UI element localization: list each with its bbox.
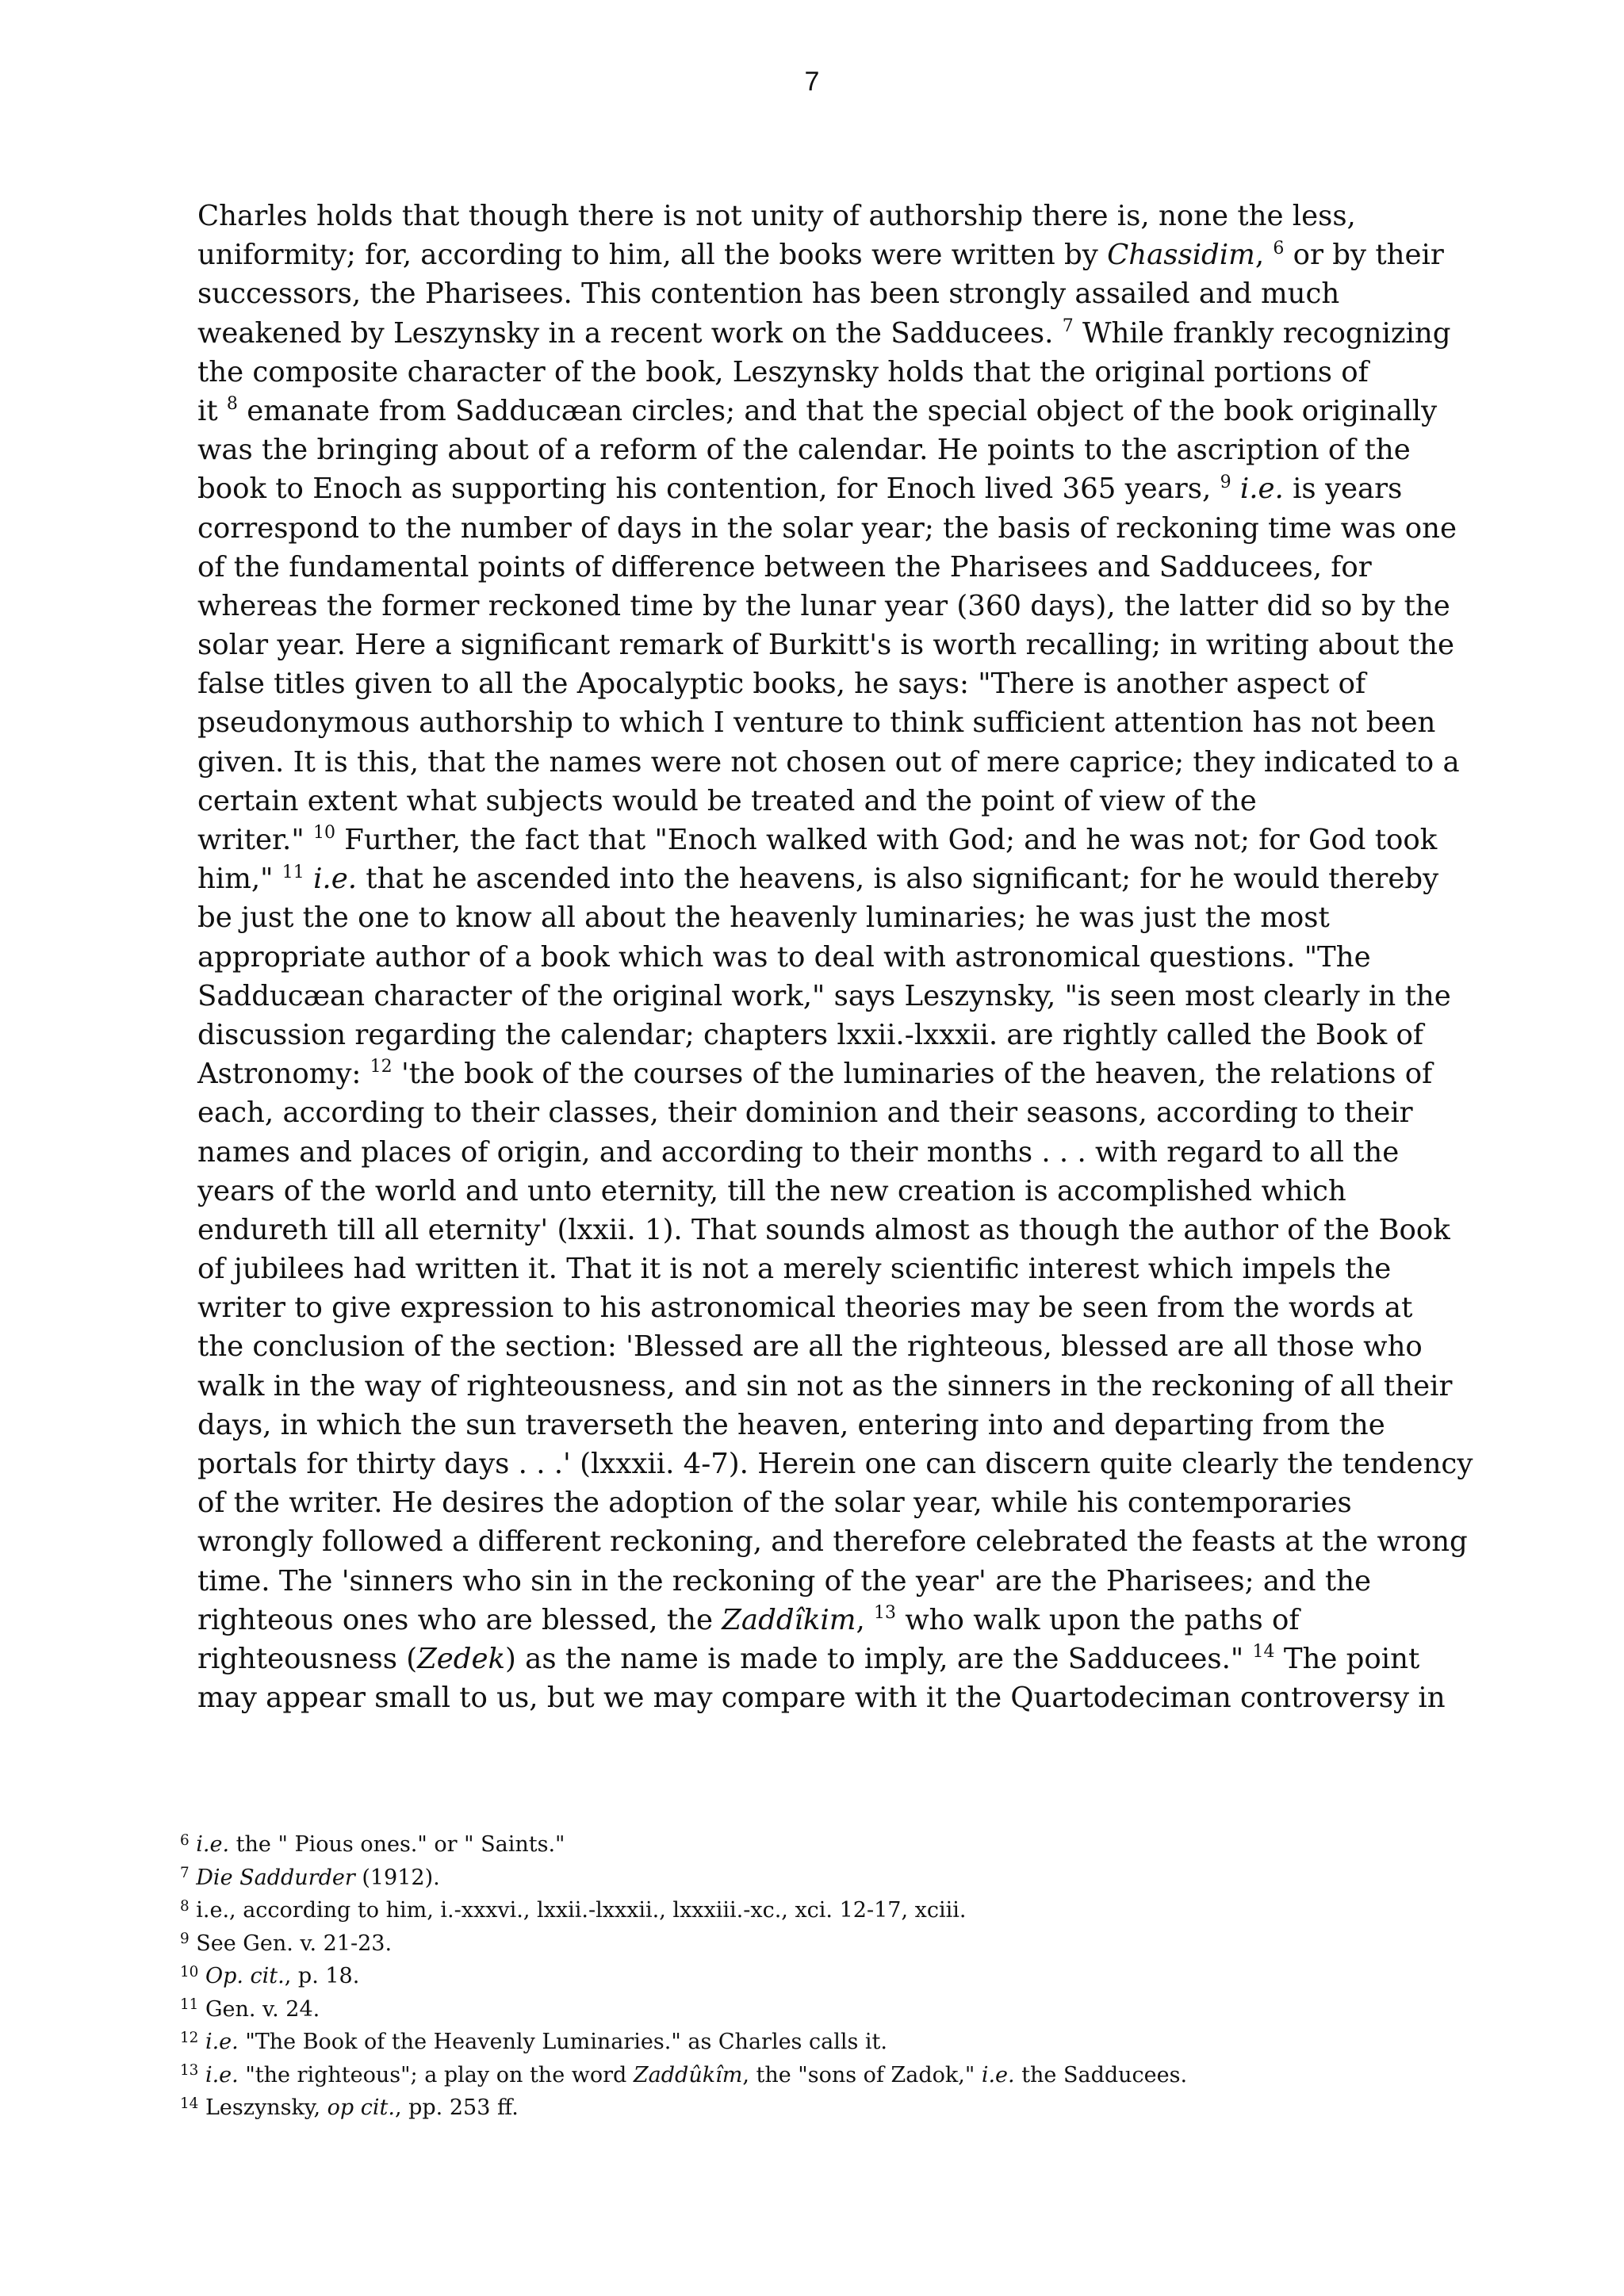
text-run: of the fundamental points of difference between the Pharisees and Sadducees, for	[197, 550, 1372, 584]
text-run: book to Enoch as supporting his contention, for Enoch lived 365 years,	[197, 473, 1220, 506]
footnote-reference: 9	[1220, 472, 1231, 492]
footnote	[180, 2059, 1528, 2092]
body-line	[197, 1288, 1506, 1327]
body-text	[197, 197, 1506, 1717]
body-line	[197, 509, 1506, 548]
body-line	[197, 1016, 1506, 1054]
body-line	[197, 314, 1506, 353]
text-run: Astronomy:	[197, 1058, 370, 1091]
body-line	[197, 548, 1506, 587]
text-run: righteousness (	[197, 1642, 418, 1675]
text-run: it	[197, 394, 227, 427]
text-run: the conclusion of the section: 'Blessed are all the righteous, blessed are all those who	[197, 1330, 1423, 1364]
italic-text: Zaddûkîm	[633, 2062, 743, 2087]
body-line	[197, 1093, 1506, 1132]
footnote-reference: 12	[370, 1057, 393, 1077]
body-line	[197, 197, 1506, 235]
body-line	[197, 1211, 1506, 1249]
text-run: ,	[856, 1603, 875, 1636]
text-run: false titles given to all the Apocalyptic books, he says: "There is another aspect of	[197, 668, 1366, 701]
body-line	[197, 1406, 1506, 1445]
footnote-reference: 14	[1252, 1642, 1275, 1663]
footnote	[180, 2091, 1528, 2125]
text-run: wrongly followed a different reckoning, and therefore celebrated the feasts at the wrong	[197, 1525, 1468, 1559]
text-run: See Gen. v. 21-23.	[189, 1931, 393, 1956]
text-run: uniformity; for, according to him, all the books were written by	[197, 239, 1108, 272]
text-run: of jubilees had written it. That it is not a merely scientific interest which impels the	[197, 1253, 1392, 1286]
text-run: is years	[1283, 473, 1403, 506]
body-line	[197, 1327, 1506, 1366]
text-run: righteous ones who are blessed, the	[197, 1603, 722, 1636]
body-line	[197, 1249, 1506, 1288]
footnote	[180, 1927, 1528, 1961]
body-line	[197, 782, 1506, 821]
text-run: endureth till all eternity' (lxxii. 1). That sounds almost as though the author of the Book	[197, 1213, 1450, 1246]
footnote-number: 8	[180, 1897, 190, 1915]
body-line	[197, 430, 1506, 469]
footnote-number: 10	[180, 1963, 199, 1980]
footnote	[180, 1960, 1528, 1993]
body-line	[197, 1172, 1506, 1211]
text-run: was the bringing about of a reform of the calendar. He points to the ascription of the	[197, 434, 1411, 467]
text-run: names and places of origin, and according to their months . . . with regard to all the	[197, 1135, 1400, 1169]
text-run: of the writer. He desires the adoption of the solar year, while his contemporaries	[197, 1487, 1352, 1520]
body-line	[197, 1601, 1506, 1640]
italic-text: i.e.	[196, 1832, 230, 1857]
body-line	[197, 898, 1506, 937]
body-line	[197, 977, 1506, 1016]
text-run	[190, 1866, 197, 1890]
footnote-number: 13	[180, 2062, 199, 2080]
footnote-reference: 6	[1273, 238, 1285, 258]
text-run: appropriate author of a book which was to deal with astronomical questions. "The	[197, 940, 1371, 974]
text-run	[304, 863, 313, 895]
footnote-number: 7	[180, 1865, 190, 1882]
body-line	[197, 274, 1506, 313]
footnote	[180, 2026, 1528, 2059]
text-run: given. It is this, that the names were not chosen out of mere caprice; they indicated to a	[197, 745, 1460, 779]
text-run: Charles holds that though there is not unity of authorship there is, none the less,	[197, 200, 1356, 232]
body-line	[197, 1445, 1506, 1483]
text-run: that he ascended into the heavens, is also significant; for he would thereby	[357, 863, 1439, 896]
body-line	[197, 1522, 1506, 1561]
italic-text: Zedek	[417, 1642, 506, 1675]
body-line	[197, 587, 1506, 626]
text-run: successors, the Pharisees. This contention has been strongly assailed and much	[197, 277, 1340, 311]
text-run: the composite character of the book, Leszynsky holds that the original portions of	[197, 355, 1369, 388]
text-run: time. The 'sinners who sin in the reckoning of the year' are the Pharisees; and the	[197, 1564, 1372, 1598]
text-run: pseudonymous authorship to which I venture to think sufficient attention has not been	[197, 706, 1436, 740]
footnotes	[180, 1828, 1528, 2125]
body-line	[197, 703, 1506, 742]
body-line	[197, 743, 1506, 782]
text-run: emanate from Sadducæan circles; and that the special object of the book originally	[237, 394, 1438, 427]
text-run	[198, 2063, 205, 2087]
text-run: the " Pious ones." or " Saints."	[229, 1832, 565, 1857]
italic-text: Op. cit.	[205, 1964, 285, 1988]
body-line	[197, 392, 1506, 430]
footnote-number: 11	[180, 1996, 199, 2014]
footnote-number: 9	[180, 1931, 190, 1948]
italic-text: i.e.	[1239, 473, 1284, 506]
text-run: him,"	[197, 863, 282, 896]
text-run: years of the world and unto eternity, till the new creation is accomplished which	[197, 1174, 1346, 1207]
text-run: certain extent what subjects would be treated and the point of view of the	[197, 784, 1257, 817]
body-line	[197, 859, 1506, 898]
text-run: weakened by Leszynsky in a recent work on the Sadducees.	[197, 316, 1063, 350]
text-run: whereas the former reckoned time by the lunar year (360 days), the latter did so by the	[197, 589, 1450, 622]
text-run: may appear small to us, but we may compare with it the Quartodeciman controversy in	[197, 1682, 1446, 1715]
body-line	[197, 1054, 1506, 1093]
body-line	[197, 235, 1506, 274]
text-run: , p. 18.	[284, 1964, 360, 1988]
text-run: The point	[1274, 1642, 1420, 1675]
text-run: be just the one to know all about the heavenly luminaries; he was just the most	[197, 901, 1330, 935]
body-line	[197, 1483, 1506, 1522]
text-run: Sadducæan character of the original work," says Leszynsky, "is seen most clearly in the	[197, 979, 1451, 1012]
text-run: writer to give expression to his astronomical theories may be seen from the words at	[197, 1292, 1413, 1325]
text-run: "the righteous"; a play on the word	[238, 2062, 634, 2087]
footnote	[180, 1993, 1528, 2026]
text-run: Leszynsky,	[198, 2095, 327, 2120]
text-run: (1912).	[354, 1865, 440, 1890]
footnote	[180, 1828, 1528, 1862]
footnote-reference: 10	[312, 823, 335, 844]
text-run: ) as the name is made to imply, are the Sadducees."	[505, 1642, 1253, 1675]
body-line	[197, 938, 1506, 977]
footnote-reference: 11	[282, 862, 304, 882]
text-run: ,	[1254, 239, 1274, 272]
footnote	[180, 1862, 1528, 1895]
body-line	[197, 1367, 1506, 1406]
italic-text: i.e.	[205, 2030, 239, 2054]
text-run: each, according to their classes, their dominion and their seasons, according to their	[197, 1096, 1413, 1130]
footnote-reference: 13	[874, 1603, 897, 1624]
text-run: i.e., according to him, i.-xxxvi., lxxii.-lxxxii., lxxxiii.-xc., xci. 12-17, xciii.	[189, 1898, 967, 1923]
text-run: or by their	[1284, 239, 1444, 272]
text-run: the Sadducees.	[1014, 2062, 1188, 2087]
body-line	[197, 664, 1506, 703]
text-run: "The Book of the Heavenly Luminaries." as Charles calls it.	[238, 2030, 887, 2054]
footnote-reference: 7	[1062, 316, 1074, 336]
footnote	[180, 1894, 1528, 1927]
page-number: 7	[804, 67, 820, 97]
italic-text: Chassidim	[1107, 239, 1255, 272]
body-line	[197, 469, 1506, 508]
text-run: 'the book of the courses of the luminaries of the heaven, the relations of	[392, 1058, 1433, 1091]
text-run	[198, 1964, 205, 1988]
footnote-reference: 8	[226, 394, 238, 415]
text-run: Gen. v. 24.	[198, 1996, 320, 2022]
text-run: Further, the fact that "Enoch walked with God; and he was not; for God took	[335, 824, 1438, 856]
body-line	[197, 353, 1506, 392]
italic-text: Die Saddurder	[196, 1865, 355, 1890]
footnote-number: 6	[180, 1831, 190, 1849]
text-run	[198, 2030, 205, 2054]
text-run: , pp. 253 ff.	[394, 2095, 519, 2120]
footnote-number: 14	[180, 2095, 199, 2112]
text-run	[190, 1832, 197, 1857]
text-run: discussion regarding the calendar; chapters lxxii.-lxxxii. are rightly called the Book of	[197, 1018, 1424, 1051]
text-run: days, in which the sun traverseth the heaven, entering into and departing from the	[197, 1408, 1385, 1441]
italic-text: i.e.	[205, 2062, 239, 2087]
text-run: walk in the way of righteousness, and sin not as the sinners in the reckoning of all their	[197, 1369, 1453, 1402]
italic-text: i.e.	[313, 863, 358, 896]
body-line	[197, 1678, 1506, 1717]
text-run: portals for thirty days . . .' (lxxxii. 4-7). Herein one can discern quite clearly the tendency	[197, 1448, 1473, 1480]
body-line	[197, 626, 1506, 664]
body-line	[197, 821, 1506, 859]
text-run: who walk upon the paths of	[896, 1603, 1300, 1636]
italic-text: i.e.	[981, 2062, 1015, 2087]
text-run: solar year. Here a significant remark of Burkitt's is worth recalling; in writing about the	[197, 629, 1454, 662]
text-run: , the "sons of Zadok,"	[742, 2062, 982, 2087]
italic-text: op cit.	[327, 2095, 395, 2120]
body-line	[197, 1562, 1506, 1601]
italic-text: Zaddîkim	[722, 1603, 856, 1636]
footnote-number: 12	[180, 2029, 199, 2046]
text-run: While frankly recognizing	[1073, 316, 1451, 350]
text-run	[1231, 473, 1240, 505]
body-line	[197, 1640, 1506, 1678]
text-run: correspond to the number of days in the solar year; the basis of reckoning time was one	[197, 511, 1457, 545]
text-run: writer."	[197, 824, 313, 856]
body-line	[197, 1133, 1506, 1172]
